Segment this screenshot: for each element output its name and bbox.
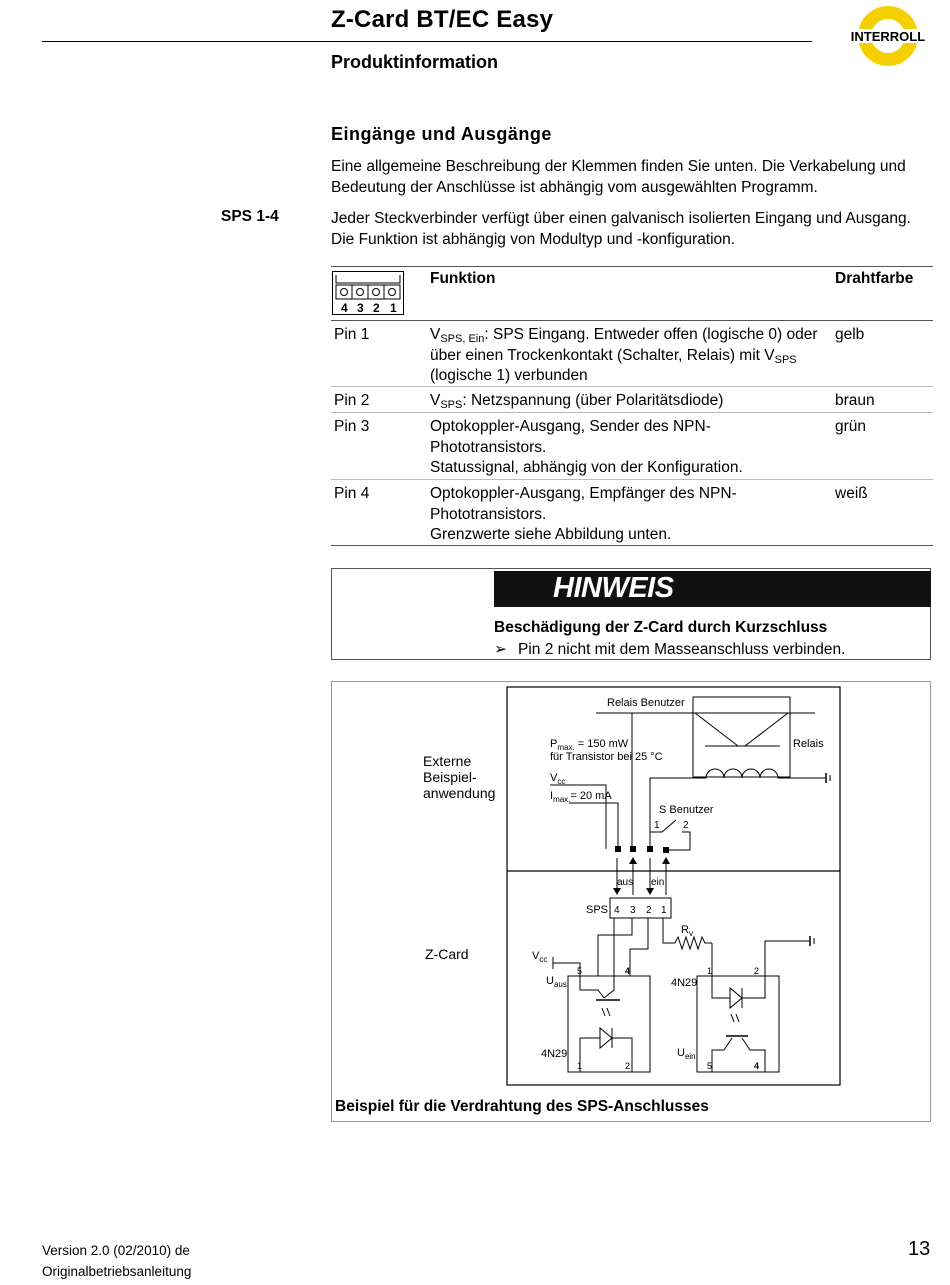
wire: [553, 963, 583, 976]
sps-pin-number: 2: [646, 905, 652, 916]
vcc-label: $V_{cc}$: [550, 772, 566, 786]
sps-pin-number: 1: [661, 905, 667, 916]
pin-wire-color: weiß: [835, 485, 868, 502]
ic-pin-label: 2: [754, 966, 760, 976]
table-row: [331, 480, 933, 546]
notice-title: Beschädigung der Z-Card durch Kurzschluss: [494, 619, 828, 636]
switch-user-label: S Benutzer: [659, 804, 714, 816]
table-row: [331, 321, 933, 387]
figure-caption: Beispiel für die Verdrahtung des SPS-Anschlusses: [335, 1098, 709, 1115]
phototransistor-icon: [604, 976, 614, 998]
intro-paragraph: Eine allgemeine Beschreibung der Klemmen finden Sie unten. Die Verkabelung und Bedeutung der Anschlüsse ist abhängig vom ausgewählten Programm.: [331, 158, 906, 196]
light-ray-icon: [602, 1008, 605, 1016]
arrow-up-icon: [629, 857, 637, 864]
table-row: [331, 387, 933, 413]
pin-function: Optokoppler-Ausgang, Empfänger des NPN-Phototransistors. Grenzwerte siehe Abbildung unten.: [430, 485, 737, 543]
wire: [569, 803, 618, 849]
wire: [630, 918, 648, 976]
light-ray-icon: [736, 1014, 739, 1022]
pin-label: Pin 3: [334, 418, 370, 435]
ic-label: 4N29: [541, 1048, 568, 1060]
imax-label: $I_{max.}= 20$ mA: [550, 790, 612, 804]
light-ray-icon: [607, 1008, 610, 1016]
title-rule: [42, 41, 812, 42]
footer-version: [42, 1240, 191, 1282]
pmax-condition: für Transistor bei 25 °C: [550, 751, 663, 763]
wire: [742, 976, 765, 998]
ic-pin-label: 5: [707, 1061, 713, 1071]
header-wire-color: Drahtfarbe: [835, 270, 914, 287]
uein-label: $U_{ein}$: [677, 1047, 696, 1061]
version-text: Version 2.0 (02/2010) de: [42, 1243, 190, 1258]
zcard-label: Z-Card: [425, 946, 469, 962]
arrow-down-icon: [613, 888, 621, 895]
relay-user-label: Relais Benutzer: [607, 697, 685, 709]
wire: [765, 941, 810, 976]
ic-pin-label: 5: [577, 966, 583, 976]
led-icon: [580, 1028, 612, 1048]
aus-label: aus: [617, 877, 634, 888]
led-icon: [712, 976, 742, 1008]
uaus-label: $U_{aus}$: [546, 975, 567, 989]
connector-pin-number: 1: [390, 301, 397, 315]
manual-text: Originalbetriebsanleitung: [42, 1264, 192, 1279]
vcc-zcard-label: $V_{cc}$: [532, 950, 548, 964]
terminal-icon: [615, 846, 621, 852]
terminal-icon: [630, 846, 636, 852]
optocoupler-in: [697, 976, 779, 1072]
pin-wire-color: braun: [835, 392, 875, 409]
pin-table: [331, 266, 933, 546]
page-subtitle: Produktinformation: [331, 52, 498, 72]
ic-pin-label: 2: [625, 1061, 631, 1071]
pin-function: $V_{SPS, Ein}$: SPS Eingang. Entweder offen (logische 0) oder über einen Trockenkontakt (Schalter, Relais) mit $V_{SPS}$ (logische 1) verbunden: [430, 326, 818, 384]
pin-label: Pin 1: [334, 326, 370, 343]
phototransistor-icon: [712, 1038, 732, 1072]
table-header-row: [331, 266, 933, 321]
connector-pin-number: 3: [357, 301, 364, 315]
ic-pin-label: 1: [577, 1061, 583, 1071]
pin-wire-color: grün: [835, 418, 867, 435]
connector-pin-number: 2: [373, 301, 380, 315]
table-row: [331, 413, 933, 480]
pin-function: $V_{SPS}$: Netzspannung (über Polaritätsdiode): [430, 392, 724, 411]
ic-pin-label: 4: [625, 966, 631, 976]
relay-contact: [745, 713, 788, 746]
terminal-icon: [647, 846, 653, 852]
external-label: Beispiel-: [423, 769, 477, 785]
ic-label: 4N29: [671, 977, 698, 989]
arrow-down-icon: [646, 888, 654, 895]
terminal-icon: [663, 847, 669, 853]
connector-pin-number: 4: [341, 301, 348, 315]
pmax-label: $P_{max.} = 150$ mW: [550, 738, 629, 752]
logo-text: INTERROLL: [850, 29, 926, 44]
document-title: Z-Card BT/EC Easy: [331, 6, 554, 33]
pin-label: Pin 4: [334, 485, 370, 502]
pin-wire-color: gelb: [835, 326, 865, 343]
relay-label: Relais: [793, 738, 824, 750]
external-label: Externe: [423, 753, 472, 769]
ic-pin-label: 1: [707, 966, 713, 976]
notice-bullet: [494, 640, 845, 659]
sps-pin-number: 3: [630, 905, 636, 916]
rv-label: $R_v$: [681, 924, 693, 938]
arrow-bullet-icon: ➢: [494, 641, 507, 658]
pin-label: Pin 2: [334, 392, 370, 409]
wire: [668, 832, 690, 850]
ein-label: ein: [651, 877, 665, 888]
page-number: 13: [908, 1238, 931, 1260]
external-label: anwendung: [423, 785, 496, 801]
interroll-logo: [840, 5, 936, 67]
arrow-up-icon: [662, 857, 670, 864]
relay-box: [693, 697, 790, 777]
phototransistor-icon: [580, 976, 604, 998]
notice-bullet-text: Pin 2 nicht mit dem Masseanschluss verbinden.: [518, 641, 846, 658]
header-function: Funktion: [430, 270, 496, 287]
switch-pin-label: 2: [683, 820, 689, 831]
ic-pin-label: 4: [754, 1061, 760, 1071]
connector-icon: [332, 271, 404, 315]
sps-pin-number: 4: [614, 905, 620, 916]
sps-paragraph: Jeder Steckverbinder verfügt über einen galvanisch isolierten Eingang und Ausgang. Die Funktion ist abhängig von Modultyp und -konfiguration.: [331, 210, 911, 248]
relay-contact: [695, 713, 738, 746]
light-ray-icon: [731, 1014, 734, 1022]
notice-label: HINWEIS: [553, 572, 674, 604]
section-heading: Eingänge und Ausgänge: [331, 124, 552, 144]
wiring-diagram: [331, 681, 931, 1101]
sps-margin-label: SPS 1-4: [221, 208, 279, 225]
pin-function: Optokoppler-Ausgang, Sender des NPN-Phototransistors. Statussignal, abhängig von der Konfiguration.: [430, 418, 743, 476]
switch-pin-label: 1: [654, 820, 660, 831]
sps-connector-label: SPS: [586, 904, 609, 916]
